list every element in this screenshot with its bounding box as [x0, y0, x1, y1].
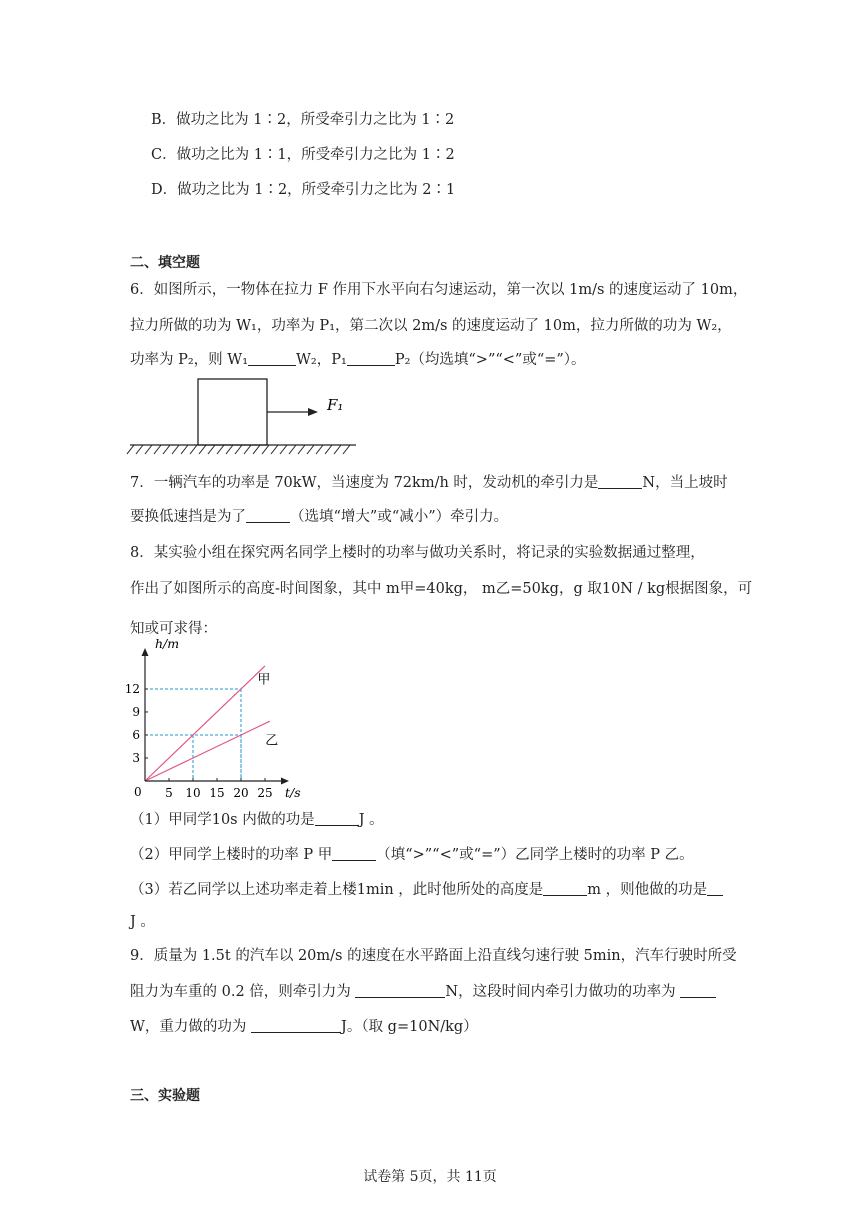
option-d: D．做功之比为 1∶2，所受牵引力之比为 2∶1	[151, 182, 456, 198]
series-line-jia	[145, 666, 265, 781]
blank-work-1min[interactable]	[707, 881, 723, 896]
x-axis-arrow	[281, 778, 289, 785]
series-line-yi	[145, 721, 270, 781]
q6-figure	[128, 370, 360, 456]
hatch-stroke	[136, 445, 143, 454]
hatch-stroke	[226, 445, 233, 454]
hatch-stroke	[181, 445, 188, 454]
x-tick-label: 20	[233, 786, 249, 800]
option-c: C．做功之比为 1∶1，所受牵引力之比为 1∶2	[151, 147, 455, 163]
hatch-stroke	[307, 445, 314, 454]
hatch-stroke	[289, 445, 296, 454]
q6-line3: 功率为 P₂，则 W₁ W₂，P₁ P₂（均选填“>”“<”或“=”）。	[130, 352, 586, 368]
origin-label: 0	[134, 785, 142, 799]
force-label: F₁	[327, 396, 344, 414]
y-tick-label: 9	[132, 704, 140, 719]
hatch-stroke	[253, 445, 260, 454]
section-title-experiment: 三、实验题	[130, 1088, 200, 1104]
y-axis-label: h/m	[155, 635, 180, 651]
q8-line1: 8．某实验小组在探究两名同学上楼时的功率与做功关系时，将记录的实验数据通过整理，	[130, 545, 705, 561]
hatch-stroke	[280, 445, 287, 454]
hatch-stroke	[325, 445, 332, 454]
hatch-stroke	[316, 445, 323, 454]
q8-sub2: （2）甲同学上楼时的功率 P 甲 （填“>”“<”或“=”）乙同学上楼时的功率 P 乙。	[130, 847, 694, 863]
blank-increase-decrease[interactable]	[246, 508, 290, 523]
arrow-head	[308, 408, 318, 416]
page-footer: 试卷第 5页，共 11页	[363, 1169, 497, 1185]
x-tick-label: 25	[257, 786, 273, 800]
hatch-stroke	[154, 445, 161, 454]
section-title-fill-blank: 二、填空题	[130, 255, 200, 271]
q8-line2: 作出了如图所示的高度-时间图象，其中 m甲=40kg， m乙=50kg，g 取10N / kg根据图象，可	[130, 581, 753, 597]
q7-line2: 要换低速挡是为了 （选填“增大”或“减小”）牵引力。	[130, 509, 509, 525]
hatch-stroke	[235, 445, 242, 454]
blank-work-10s[interactable]	[315, 811, 359, 826]
q7-line1: 7．一辆汽车的功率是 70kW，当速度为 72km/h 时，发动机的牵引力是 N，当上坡时	[130, 475, 728, 491]
option-b: B．做功之比为 1∶2，所受牵引力之比为 1∶2	[151, 112, 455, 128]
hatch-stroke	[127, 445, 134, 454]
blank-height-1min[interactable]	[543, 881, 587, 896]
hatch-stroke	[262, 445, 269, 454]
q8-line3: 知或可求得：	[130, 621, 217, 637]
blank-w-compare[interactable]	[248, 351, 296, 366]
blank-traction-force[interactable]	[598, 474, 642, 489]
hatch-stroke	[271, 445, 278, 454]
blank-power-compare[interactable]	[332, 846, 376, 861]
y-tick-label: 6	[132, 727, 140, 742]
q6-line2: 拉力所做的功为 W₁，功率为 P₁，第二次以 2m/s 的速度运动了 10m，拉力所做的功为 W₂，	[130, 318, 732, 334]
blank-gravity-work[interactable]	[251, 1018, 341, 1033]
x-axis-label: t/s	[285, 785, 301, 800]
blank-p-compare[interactable]	[347, 351, 395, 366]
y-tick-label: 12	[124, 681, 140, 696]
x-tick-label: 15	[209, 786, 225, 800]
y-tick-label: 3	[132, 750, 140, 765]
height-time-chart	[124, 635, 308, 805]
blank-traction[interactable]	[355, 983, 445, 998]
hatch-stroke	[343, 445, 350, 454]
ground-hatch	[127, 445, 350, 454]
hatch-stroke	[190, 445, 197, 454]
hatch-stroke	[163, 445, 170, 454]
hatch-stroke	[199, 445, 206, 454]
q9-line3: W，重力做的功为 J。（取 g=10N/kg）	[130, 1019, 478, 1035]
q9-line1: 9．质量为 1.5t 的汽车以 20m/s 的速度在水平路面上沿直线匀速行驶 5min，汽车行驶时所受	[130, 948, 737, 964]
hatch-stroke	[334, 445, 341, 454]
hatch-stroke	[208, 445, 215, 454]
q8-sub3: （3）若乙同学以上述功率走着上楼1min ，此时他所处的高度是 m ，则他做的功是	[130, 880, 723, 900]
hatch-stroke	[298, 445, 305, 454]
blank-power[interactable]	[680, 983, 716, 998]
hatch-stroke	[217, 445, 224, 454]
q9-line2: 阻力为车重的 0.2 倍，则牵引力为 N，这段时间内牵引力做功的功率为	[130, 982, 716, 1002]
x-tick-label: 10	[185, 786, 201, 800]
series-label-yi: 乙	[265, 733, 279, 749]
y-axis-arrow	[142, 648, 149, 656]
block	[198, 379, 267, 445]
series-lines	[145, 666, 270, 781]
q8-sub3-unit: J 。	[130, 914, 155, 930]
hatch-stroke	[244, 445, 251, 454]
q8-sub1: （1）甲同学10s 内做的功是 J 。	[130, 812, 384, 828]
q6-line1: 6．如图所示，一物体在拉力 F 作用下水平向右匀速运动，第一次以 1m/s 的速度运动了 10m，	[130, 282, 748, 298]
series-label-jia: 甲	[257, 672, 271, 688]
x-tick-label: 5	[165, 786, 173, 800]
hatch-stroke	[172, 445, 179, 454]
axes	[142, 648, 290, 785]
hatch-stroke	[145, 445, 152, 454]
